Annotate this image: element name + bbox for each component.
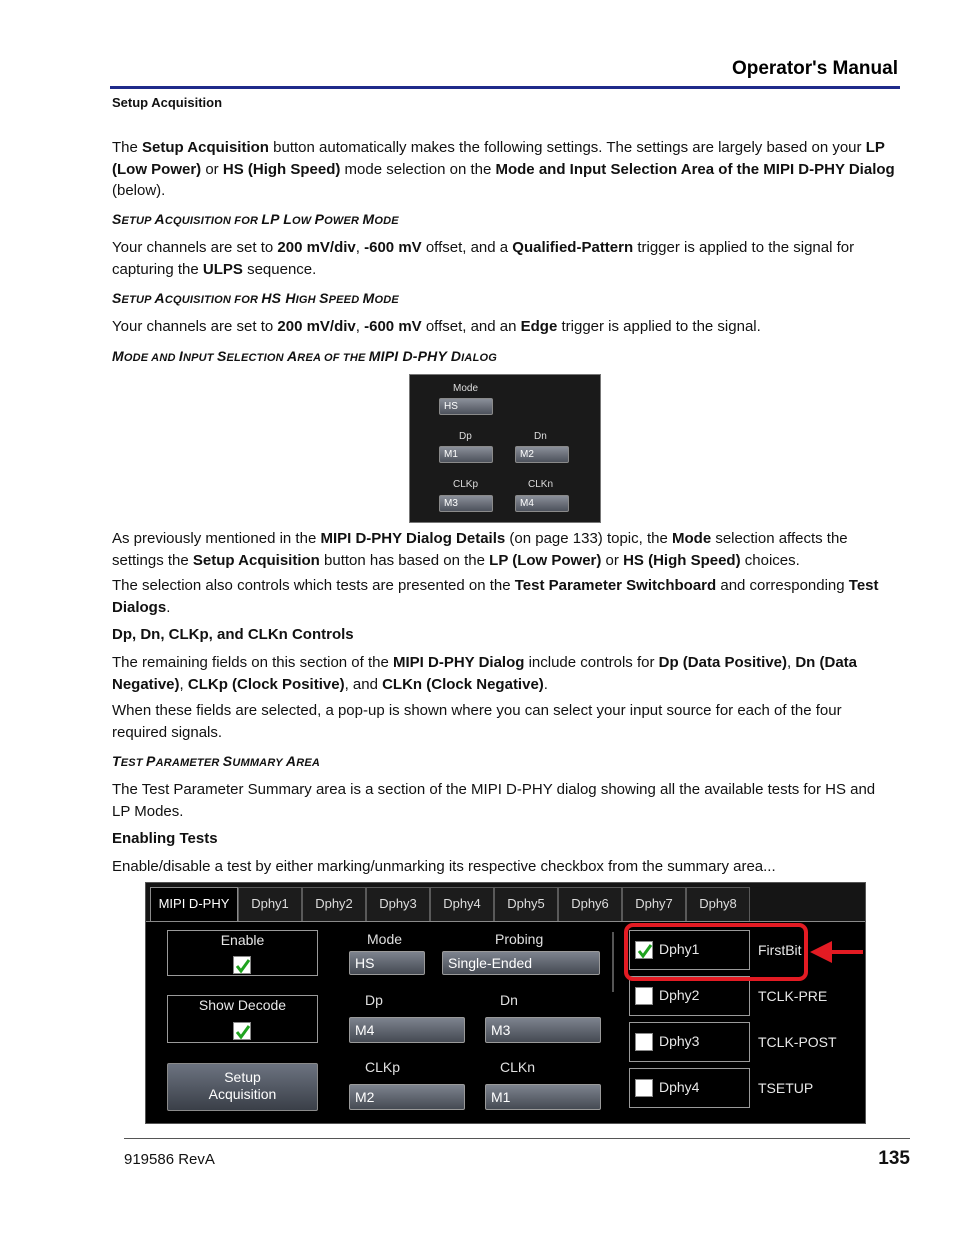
mode-select[interactable]: HS [349,951,425,975]
clkn-select[interactable]: M1 [485,1084,601,1110]
mode-label: Mode [367,931,403,947]
tab-dphy4[interactable]: Dphy4 [430,887,494,921]
tab-bar [146,883,865,921]
switchboard-paragraph: The selection also controls which tests are presented on the Test Parameter Switchboard and corresponding Test Dialogs. [112,577,879,616]
checkmark-icon [234,957,252,975]
vertical-separator [612,932,614,992]
clkp-label: CLKp [365,1059,401,1075]
setup-button-line2: Acquisition [208,1086,277,1102]
dn-select[interactable]: M2 [515,446,569,463]
tab-dphy2[interactable]: Dphy2 [302,887,366,921]
test-checkbox-dphy2[interactable] [635,987,653,1005]
header-title: Operator's Manual [731,58,898,79]
summary-area-heading: TEST PARAMETER SUMMARY AREA [112,753,321,769]
arrow-shaft [831,950,863,954]
dn-label: Dn [500,992,518,1008]
clkn-label: CLKn [500,1059,536,1075]
lp-mode-paragraph: Your channels are set to 200 mV/div, -600 mV offset, and a Qualified-Pattern trigger is applied to the signal for capturing the ULPS sequence. [112,239,855,278]
show-decode-checkbox[interactable] [233,1022,251,1040]
mode-selection-heading: MODE AND INPUT SELECTION AREA OF THE MIPI D-PHY DIALOG [112,348,498,364]
popup-paragraph: When these fields are selected, a pop-up is shown where you can select your input source for each of the four required signals. [112,702,842,741]
tab-dphy1[interactable]: Dphy1 [238,887,302,921]
enabling-paragraph: Enable/disable a test by either marking/unmarking its respective checkbox from the summary area... [112,858,776,875]
clkp-label: CLKp [453,479,479,490]
clkn-select[interactable]: M4 [515,495,569,512]
dp-select[interactable]: M4 [349,1017,465,1043]
enable-checkbox[interactable] [233,956,251,974]
highlight-callout [624,923,808,981]
mode-label: Mode [453,383,479,394]
mode-effect-paragraph: As previously mentioned in the MIPI D-PHY Dialog Details (on page 133) topic, the Mode selection affects the settings the Setup Acquisition button has based on the LP (Low Power) or HS (High Speed) choices. [112,530,848,569]
footer-rule [124,1138,910,1139]
show-decode-group [167,995,318,1043]
test-name: Dphy2 [659,987,700,1003]
test-row-dphy4[interactable] [629,1068,750,1108]
setup-button-line1: Setup [224,1069,261,1085]
hs-mode-paragraph: Your channels are set to 200 mV/div, -600 mV offset, and an Edge trigger is applied to the signal. [112,318,761,335]
section-label: Setup Acquisition [112,95,223,110]
tab-dphy5[interactable]: Dphy5 [494,887,558,921]
header-rule [110,86,900,89]
arrow-left-icon [810,941,832,963]
test-name: Dphy1 [659,941,700,957]
dp-select[interactable]: M1 [439,446,493,463]
test-checkbox-dphy4[interactable] [635,1079,653,1097]
clkp-select[interactable]: M3 [439,495,493,512]
dn-select[interactable]: M3 [485,1017,601,1043]
summary-paragraph: The Test Parameter Summary area is a section of the MIPI D-PHY dialog showing all the available tests for HS and LP Modes. [112,781,876,820]
lp-mode-heading: SETUP ACQUISITION FOR LP LOW POWER MODE [112,211,399,227]
page-number: 135 [878,1148,910,1169]
dn-label: Dn [534,431,547,442]
tab-dphy3[interactable]: Dphy3 [366,887,430,921]
setup-acquisition-button[interactable] [167,1063,318,1111]
test-checkbox-dphy3[interactable] [635,1033,653,1051]
test-param-tclk-post: TCLK-POST [758,1034,837,1050]
footer-doc-id: 919586 RevA [124,1151,215,1168]
show-decode-label: Show Decode [198,997,287,1013]
enable-group [167,930,318,976]
enable-label: Enable [220,932,265,948]
test-row-dphy3[interactable] [629,1022,750,1062]
dp-label: Dp [365,992,383,1008]
dp-label: Dp [459,431,472,442]
test-row-dphy2[interactable] [629,976,750,1016]
probing-select[interactable]: Single-Ended [442,951,600,975]
test-param-firstbit: FirstBit [758,942,802,958]
probing-label: Probing [495,931,544,947]
clkn-label: CLKn [528,479,554,490]
clkp-select[interactable]: M2 [349,1084,465,1110]
enabling-tests-heading: Enabling Tests [112,830,218,847]
tab-dphy6[interactable]: Dphy6 [558,887,622,921]
test-name: Dphy4 [659,1079,700,1095]
mipi-dphy-dialog [145,882,866,1124]
test-name: Dphy3 [659,1033,700,1049]
checkmark-icon [234,1023,252,1041]
mode-input-panel [409,374,601,523]
controls-paragraph: The remaining fields on this section of the MIPI D-PHY Dialog include controls for Dp (Data Positive), Dn (Data Negative), CLKp (Clock Positive), and CLKn (Clock Negative). [112,654,858,693]
controls-heading: Dp, Dn, CLKp, and CLKn Controls [112,626,354,643]
intro-paragraph: The Setup Acquisition button automatically makes the following settings. The settings are largely based on your LP (Low Power) or HS (High Speed) mode selection on the Mode and Input Selection Area of the MIPI D-PHY Dialog (below). [112,139,895,199]
test-param-tclk-pre: TCLK-PRE [758,988,828,1004]
tab-dphy8[interactable]: Dphy8 [686,887,750,921]
tab-dphy7[interactable]: Dphy7 [622,887,686,921]
hs-mode-heading: SETUP ACQUISITION FOR HS HIGH SPEED MODE [112,290,399,306]
mode-select[interactable]: HS [439,398,493,415]
tab-mipi-dphy[interactable]: MIPI D-PHY [150,887,238,921]
test-param-tsetup: TSETUP [758,1080,814,1096]
